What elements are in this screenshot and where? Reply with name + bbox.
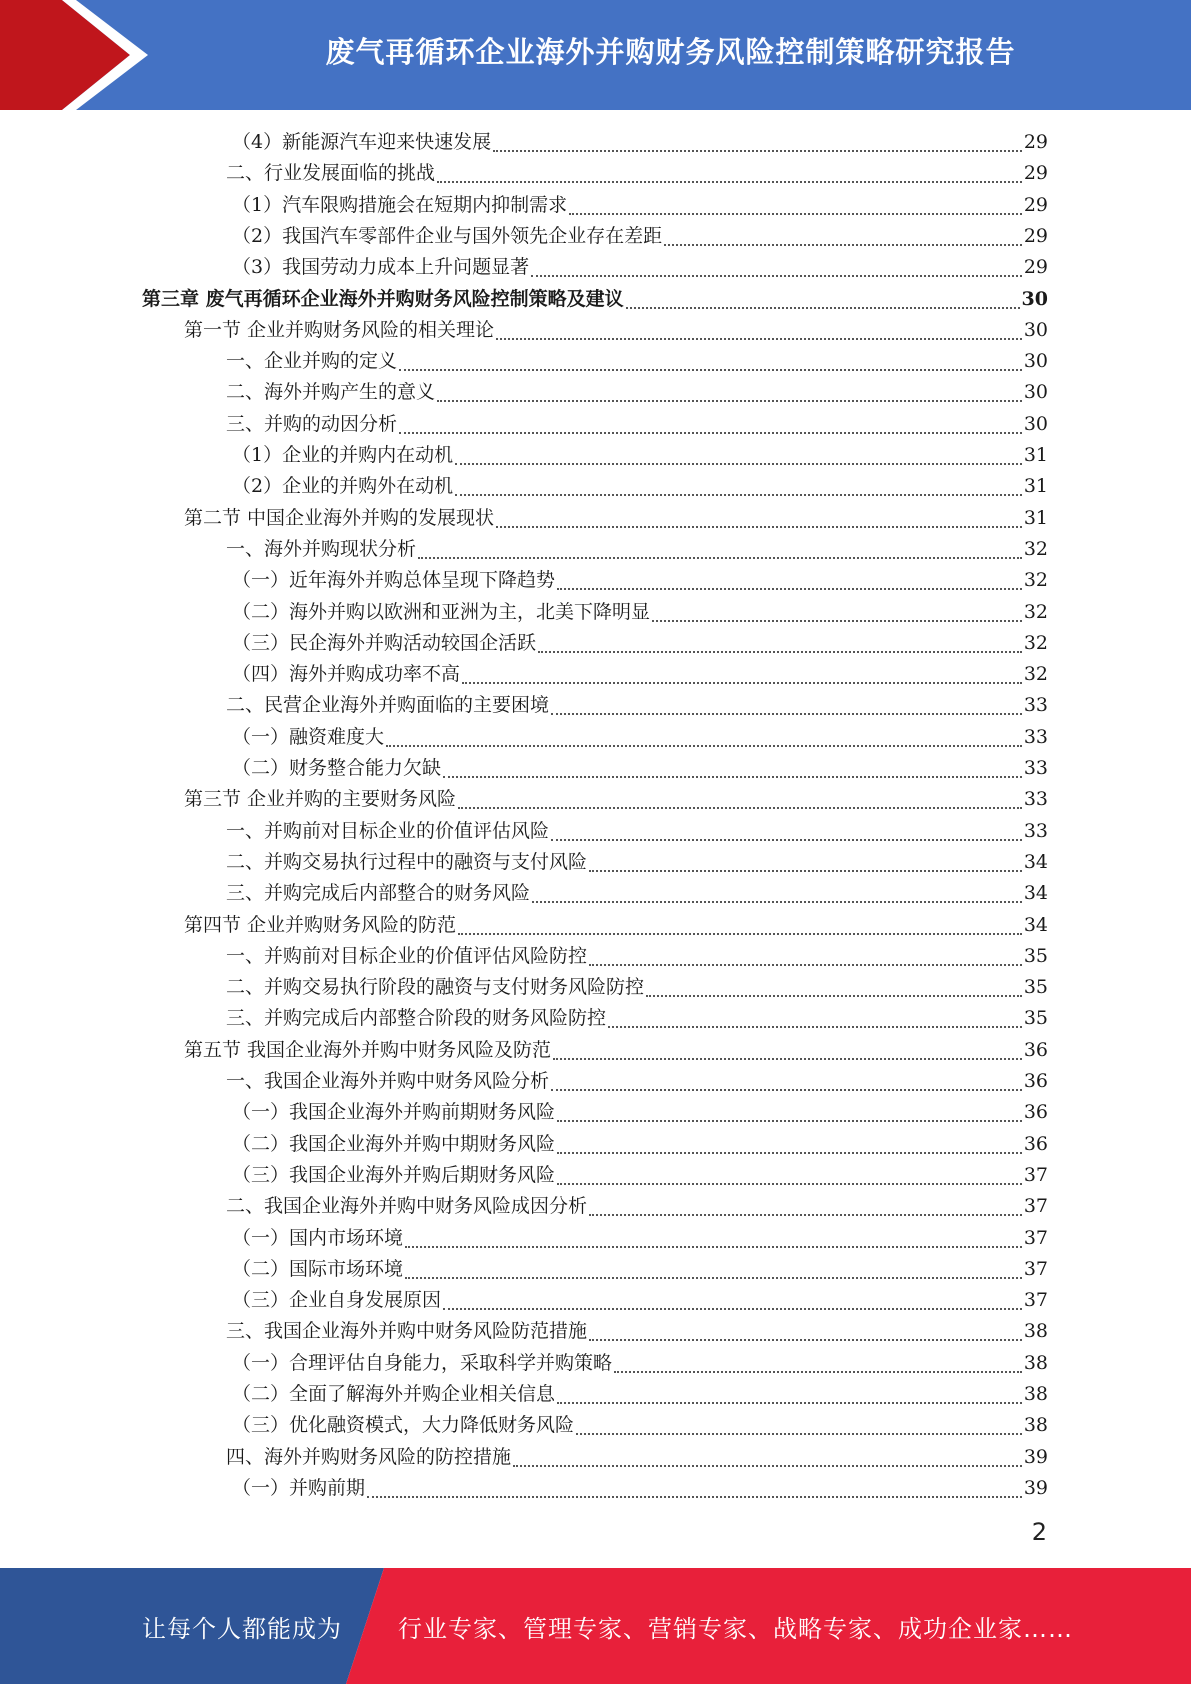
toc-entry[interactable]: [226, 409, 1048, 440]
page-footer: [0, 1568, 1191, 1684]
toc-entry-page: 32: [1023, 538, 1048, 560]
toc-entry-page: 36: [1023, 1101, 1048, 1123]
toc-dot-leader: [557, 1152, 1022, 1154]
toc-entry-page: 29: [1023, 194, 1048, 216]
page-header: [0, 0, 1191, 110]
toc-entry[interactable]: [226, 847, 1048, 878]
toc-entry-title: （一）我国企业海外并购前期财务风险: [232, 1101, 556, 1123]
toc-entry[interactable]: [184, 784, 1048, 815]
toc-entry[interactable]: [232, 471, 1048, 502]
toc-entry-title: 第二节 中国企业海外并购的发展现状: [184, 507, 495, 529]
toc-entry[interactable]: [232, 597, 1048, 628]
toc-entry-title: 二、行业发展面临的挑战: [226, 162, 436, 184]
toc-entry-page: 34: [1023, 882, 1048, 904]
toc-entry[interactable]: [184, 315, 1048, 346]
toc-dot-leader: [418, 557, 1022, 559]
toc-dot-leader: [589, 964, 1022, 966]
toc-entry[interactable]: [226, 1003, 1048, 1034]
toc-dot-leader: [455, 463, 1022, 465]
toc-dot-leader: [551, 1089, 1022, 1091]
toc-entry-title: （三）优化融资模式，大力降低财务风险: [232, 1414, 575, 1436]
toc-entry-page: 33: [1023, 788, 1048, 810]
toc-entry[interactable]: [226, 534, 1048, 565]
toc-dot-leader: [532, 901, 1022, 903]
toc-entry-title: 三、并购的动因分析: [226, 413, 398, 435]
toc-dot-leader: [553, 1058, 1022, 1060]
toc-entry-page: 38: [1023, 1383, 1048, 1405]
toc-entry-title: 二、民营企业海外并购面临的主要困境: [226, 694, 550, 716]
toc-dot-leader: [386, 745, 1022, 747]
toc-entry-page: 30: [1023, 350, 1048, 372]
toc-entry-title: （二）财务整合能力欠缺: [232, 757, 442, 779]
toc-entry[interactable]: [232, 252, 1048, 283]
toc-entry[interactable]: [232, 1160, 1048, 1191]
toc-entry[interactable]: [232, 659, 1048, 690]
toc-entry-page: 32: [1023, 632, 1048, 654]
toc-dot-leader: [646, 995, 1022, 997]
toc-dot-leader: [551, 839, 1022, 841]
toc-entry-page: 33: [1023, 757, 1048, 779]
toc-entry[interactable]: [226, 941, 1048, 972]
toc-entry[interactable]: [226, 346, 1048, 377]
toc-entry-page: 34: [1023, 914, 1048, 936]
toc-entry[interactable]: [226, 690, 1048, 721]
toc-entry-page: 30: [1023, 381, 1048, 403]
toc-entry-title: （4）新能源汽车迎来快速发展: [232, 131, 492, 153]
toc-dot-leader: [443, 776, 1022, 778]
toc-entry[interactable]: [226, 816, 1048, 847]
toc-entry-page: 30: [1021, 288, 1048, 310]
toc-entry-title: （2）企业的并购外在动机: [232, 475, 454, 497]
toc-entry-page: 37: [1023, 1289, 1048, 1311]
footer-slogan-right: 行业专家、管理专家、营销专家、战略专家、成功企业家……: [398, 1614, 1073, 1643]
toc-dot-leader: [405, 1277, 1022, 1279]
toc-entry-title: 第三章 废气再循环企业海外并购财务风险控制策略及建议: [142, 288, 624, 310]
toc-entry-title: （2）我国汽车零部件企业与国外领先企业存在差距: [232, 225, 663, 247]
toc-dot-leader: [557, 1120, 1022, 1122]
toc-entry-page: 35: [1023, 945, 1048, 967]
toc-entry-title: 第一节 企业并购财务风险的相关理论: [184, 319, 495, 341]
toc-entry-page: 29: [1023, 131, 1048, 153]
toc-dot-leader: [664, 244, 1022, 246]
footer-slogan-left: 让每个人都能成为: [142, 1614, 342, 1643]
toc-dot-leader: [493, 150, 1022, 152]
toc-entry-page: 37: [1023, 1227, 1048, 1249]
toc-dot-leader: [405, 1246, 1022, 1248]
toc-entry-page: 33: [1023, 820, 1048, 842]
toc-entry-title: 三、并购完成后内部整合的财务风险: [226, 882, 531, 904]
toc-entry-title: 四、海外并购财务风险的防控措施: [226, 1446, 512, 1468]
toc-entry[interactable]: [232, 1223, 1048, 1254]
toc-entry[interactable]: [232, 1473, 1048, 1504]
toc-entry-page: 32: [1023, 601, 1048, 623]
toc-dot-leader: [458, 807, 1022, 809]
toc-entry-title: 一、海外并购现状分析: [226, 538, 417, 560]
toc-dot-leader: [557, 1183, 1022, 1185]
toc-dot-leader: [531, 275, 1022, 277]
toc-entry[interactable]: [232, 1410, 1048, 1441]
toc-entry-page: 37: [1023, 1164, 1048, 1186]
toc-dot-leader: [496, 526, 1022, 528]
toc-entry-page: 29: [1023, 162, 1048, 184]
toc-entry[interactable]: [232, 1379, 1048, 1410]
toc-entry-page: 32: [1023, 663, 1048, 685]
toc-entry-title: （四）海外并购成功率不高: [232, 663, 461, 685]
toc-dot-leader: [557, 1402, 1022, 1404]
toc-entry[interactable]: [232, 753, 1048, 784]
toc-entry-title: （二）国际市场环境: [232, 1258, 404, 1280]
toc-entry-title: 二、并购交易执行阶段的融资与支付财务风险防控: [226, 976, 645, 998]
toc-entry-title: （二）我国企业海外并购中期财务风险: [232, 1133, 556, 1155]
toc-dot-leader: [589, 1214, 1022, 1216]
toc-entry-title: （1）汽车限购措施会在短期内抑制需求: [232, 194, 568, 216]
toc-entry[interactable]: [232, 190, 1048, 221]
toc-entry-title: 二、我国企业海外并购中财务风险成因分析: [226, 1195, 588, 1217]
toc-entry-page: 37: [1023, 1195, 1048, 1217]
toc-entry-page: 36: [1023, 1133, 1048, 1155]
page-number: 2: [1031, 1518, 1047, 1546]
toc-dot-leader: [367, 1496, 1022, 1498]
toc-entry[interactable]: [232, 1348, 1048, 1379]
toc-entry-title: （三）民企海外并购活动较国企活跃: [232, 632, 537, 654]
toc-entry[interactable]: [232, 1254, 1048, 1285]
toc-dot-leader: [496, 338, 1022, 340]
toc-dot-leader: [513, 1465, 1022, 1467]
toc-entry-title: 一、并购前对目标企业的价值评估风险: [226, 820, 550, 842]
toc-entry[interactable]: [232, 1285, 1048, 1316]
toc-entry-title: （1）企业的并购内在动机: [232, 444, 454, 466]
toc-entry-title: 一、并购前对目标企业的价值评估风险防控: [226, 945, 588, 967]
toc-entry-title: 第五节 我国企业海外并购中财务风险及防范: [184, 1039, 552, 1061]
toc-dot-leader: [437, 181, 1022, 183]
toc-entry[interactable]: [232, 628, 1048, 659]
toc-entry-title: 二、海外并购产生的意义: [226, 381, 436, 403]
toc-entry-title: （一）近年海外并购总体呈现下降趋势: [232, 569, 556, 591]
toc-dot-leader: [576, 1433, 1022, 1435]
toc-entry-page: 35: [1023, 976, 1048, 998]
toc-entry[interactable]: [142, 284, 1048, 315]
toc-entry[interactable]: [226, 1191, 1048, 1222]
toc-entry[interactable]: [226, 377, 1048, 408]
toc-entry-title: 一、企业并购的定义: [226, 350, 398, 372]
toc-entry-title: （一）国内市场环境: [232, 1227, 404, 1249]
toc-entry-page: 39: [1023, 1477, 1048, 1499]
toc-entry-title: （二）全面了解海外并购企业相关信息: [232, 1383, 556, 1405]
toc-entry[interactable]: [184, 503, 1048, 534]
toc-entry[interactable]: [232, 1129, 1048, 1160]
toc-entry[interactable]: [226, 1066, 1048, 1097]
toc-dot-leader: [538, 651, 1022, 653]
toc-entry[interactable]: [232, 440, 1048, 471]
toc-dot-leader: [652, 620, 1022, 622]
toc-entry-title: （三）我国企业海外并购后期财务风险: [232, 1164, 556, 1186]
toc-dot-leader: [626, 307, 1020, 309]
toc-entry-title: （三）企业自身发展原因: [232, 1289, 442, 1311]
toc-entry-page: 33: [1023, 694, 1048, 716]
toc-entry-title: （3）我国劳动力成本上升问题显著: [232, 256, 530, 278]
toc-entry[interactable]: [184, 1035, 1048, 1066]
toc-dot-leader: [455, 494, 1022, 496]
toc-entry-title: 一、我国企业海外并购中财务风险分析: [226, 1070, 550, 1092]
toc-entry-page: 33: [1023, 726, 1048, 748]
toc-entry-title: 第三节 企业并购的主要财务风险: [184, 788, 457, 810]
toc-entry-title: 三、我国企业海外并购中财务风险防范措施: [226, 1320, 588, 1342]
toc-entry-page: 36: [1023, 1039, 1048, 1061]
toc-dot-leader: [557, 588, 1022, 590]
toc-entry-title: （二）海外并购以欧洲和亚洲为主，北美下降明显: [232, 601, 651, 623]
toc-entry-page: 29: [1023, 256, 1048, 278]
toc-entry-page: 38: [1023, 1414, 1048, 1436]
toc-entry-page: 31: [1023, 444, 1048, 466]
toc-entry-title: （一）融资难度大: [232, 726, 385, 748]
toc-entry[interactable]: [232, 1097, 1048, 1128]
toc-dot-leader: [437, 400, 1022, 402]
toc-entry-page: 32: [1023, 569, 1048, 591]
toc-entry-title: 三、并购完成后内部整合阶段的财务风险防控: [226, 1007, 607, 1029]
toc-dot-leader: [569, 213, 1022, 215]
toc-dot-leader: [589, 1339, 1022, 1341]
toc-dot-leader: [589, 870, 1022, 872]
toc-entry-page: 36: [1023, 1070, 1048, 1092]
toc-dot-leader: [608, 1026, 1022, 1028]
toc-entry-page: 31: [1023, 475, 1048, 497]
toc-entry[interactable]: [232, 565, 1048, 596]
toc-entry-page: 38: [1023, 1320, 1048, 1342]
toc-dot-leader: [551, 713, 1022, 715]
toc-entry[interactable]: [232, 722, 1048, 753]
toc-entry-title: 第四节 企业并购财务风险的防范: [184, 914, 457, 936]
toc-entry-page: 37: [1023, 1258, 1048, 1280]
toc-entry-title: 二、并购交易执行过程中的融资与支付风险: [226, 851, 588, 873]
toc-entry-page: 29: [1023, 225, 1048, 247]
report-title: 废气再循环企业海外并购财务风险控制策略研究报告: [325, 34, 1016, 69]
toc-entry-page: 30: [1023, 319, 1048, 341]
toc-entry[interactable]: [226, 878, 1048, 909]
toc-dot-leader: [399, 432, 1022, 434]
toc-entry-page: 35: [1023, 1007, 1048, 1029]
toc-dot-leader: [462, 682, 1022, 684]
toc-entry[interactable]: [184, 910, 1048, 941]
toc-entry[interactable]: [226, 1316, 1048, 1347]
toc-entry-page: 30: [1023, 413, 1048, 435]
toc-entry-title: （一）并购前期: [232, 1477, 366, 1499]
toc-entry-page: 34: [1023, 851, 1048, 873]
toc-dot-leader: [399, 369, 1022, 371]
toc-entry-page: 31: [1023, 507, 1048, 529]
toc-entry[interactable]: [232, 127, 1048, 158]
toc-entry-page: 39: [1023, 1446, 1048, 1468]
toc-entry[interactable]: [226, 972, 1048, 1003]
toc-entry[interactable]: [226, 158, 1048, 189]
toc-dot-leader: [458, 933, 1022, 935]
toc-entry-page: 38: [1023, 1352, 1048, 1374]
red-arrow-logo: [0, 0, 160, 110]
toc-entry[interactable]: [232, 221, 1048, 252]
toc-entry-title: （一）合理评估自身能力，采取科学并购策略: [232, 1352, 613, 1374]
toc-dot-leader: [443, 1308, 1022, 1310]
toc-entry[interactable]: [226, 1442, 1048, 1473]
toc-dot-leader: [614, 1371, 1022, 1373]
